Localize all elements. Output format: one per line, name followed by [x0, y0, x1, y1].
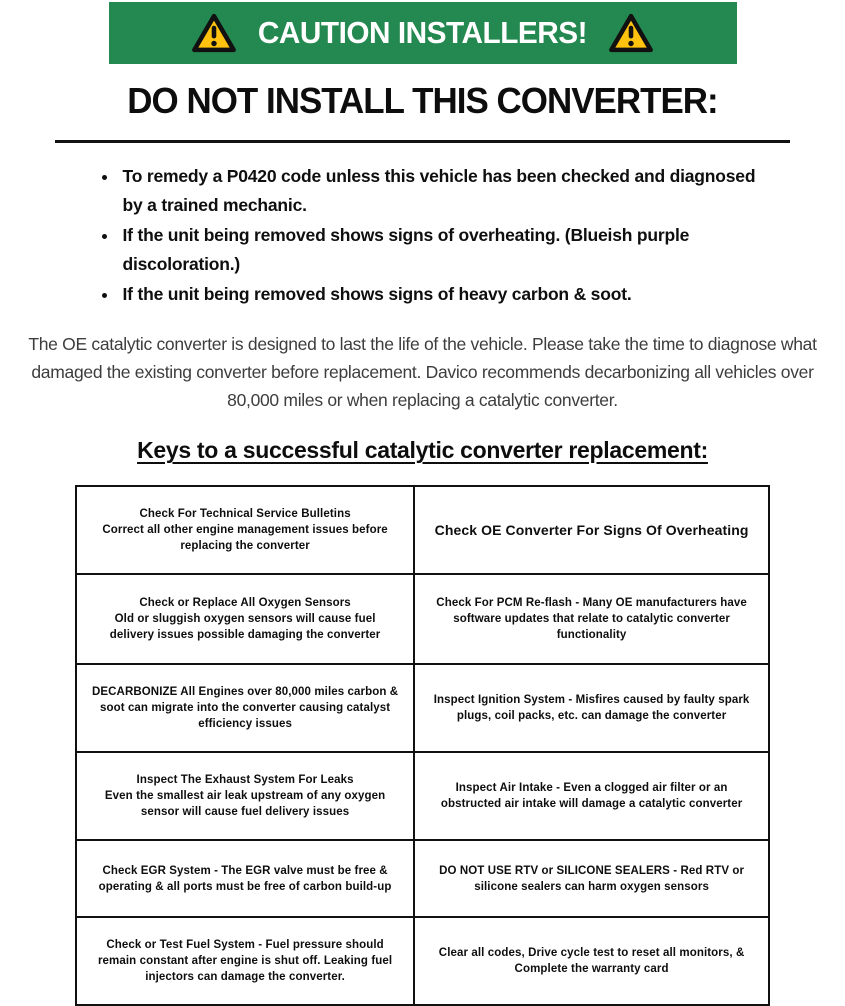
table-cell-right: Check For PCM Re-flash - Many OE manufacturers have software updates that relate to catalytic converter functionality — [414, 574, 769, 664]
table-cell-right: Inspect Air Intake - Even a clogged air filter or an obstructed air intake will damage a catalytic converter — [414, 752, 769, 840]
table-cell-right: Inspect Ignition System - Misfires caused by faulty spark plugs, coil packs, etc. can damage the converter — [414, 664, 769, 752]
table-cell-left: Check or Test Fuel System - Fuel pressure should remain constant after engine is shut off. Leaking fuel injectors can damage the converter. — [76, 917, 414, 1005]
warning-triangle-icon-left — [191, 12, 237, 54]
caution-banner — [109, 2, 737, 64]
bullet-item: • To remedy a P0420 code unless this vehicle has been checked and diagnosed by a trained mechanic. — [119, 162, 769, 220]
table-cell-left: Check For Technical Service Bulletins Correct all other engine management issues before replacing the converter — [76, 486, 414, 574]
table-row — [76, 486, 769, 574]
body-paragraph: The OE catalytic converter is designed to last the life of the vehicle. Please take the time to diagnose what damaged the existing converter before replacement. Davico recommends decarbonizing all vehicles over 80,000 miles or when replacing a catalytic converter. — [28, 334, 817, 410]
table-cell-right: Check OE Converter For Signs Of Overheating — [414, 486, 769, 574]
section-heading: Keys to a successful catalytic converter replacement: — [137, 437, 708, 463]
tips-table — [75, 485, 770, 1006]
table-row — [76, 664, 769, 752]
page-title: DO NOT INSTALL THIS CONVERTER: — [127, 80, 718, 121]
table-cell-left: Inspect The Exhaust System For Leaks Even the smallest air leak upstream of any oxygen sensor will cause fuel delivery issues — [76, 752, 414, 840]
table-row — [76, 574, 769, 664]
warning-triangle-icon-right — [608, 12, 654, 54]
table-cell-left: Check or Replace All Oxygen Sensors Old or sluggish oxygen sensors will cause fuel delivery issues possible damaging the converter — [76, 574, 414, 664]
warning-bullet-list — [77, 162, 769, 309]
table-row — [76, 840, 769, 917]
table-cell-right: Clear all codes, Drive cycle test to reset all monitors, & Complete the warranty card — [414, 917, 769, 1005]
flyer-page — [0, 2, 845, 983]
table-cell-right: DO NOT USE RTV or SILICONE SEALERS - Red RTV or silicone sealers can harm oxygen sensors — [414, 840, 769, 917]
table-cell-left: DECARBONIZE All Engines over 80,000 miles carbon & soot can migrate into the converter causing catalyst efficiency issues — [76, 664, 414, 752]
banner-title: CAUTION INSTALLERS! — [257, 15, 588, 50]
table-row — [76, 917, 769, 1005]
bullet-item: • If the unit being removed shows signs of heavy carbon & soot. — [119, 280, 769, 309]
bullet-item: • If the unit being removed shows signs of overheating. (Blueish purple discoloration.) — [119, 221, 769, 279]
table-cell-left: Check EGR System - The EGR valve must be free & operating & all ports must be free of carbon build-up — [76, 840, 414, 917]
divider-line — [55, 140, 790, 143]
table-row — [76, 752, 769, 840]
